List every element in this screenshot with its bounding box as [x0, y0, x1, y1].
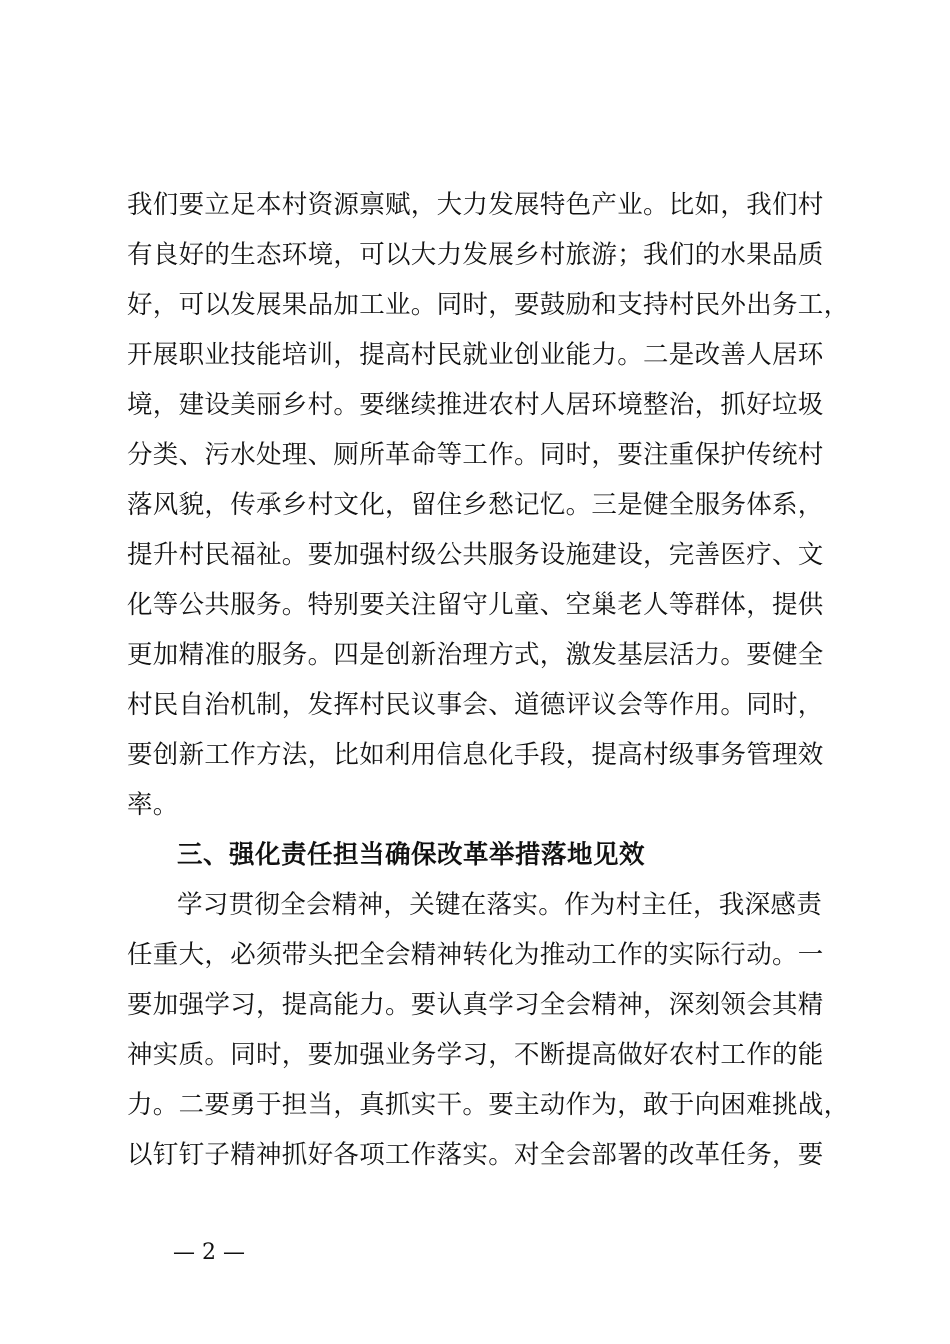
text-line: 落风貌，传承乡村文化，留住乡愁记忆。三是健全服务体系，	[127, 490, 824, 520]
text-line: 任重大，必须带头把全会精神转化为推动工作的实际行动。一	[127, 940, 824, 970]
text-line: 有良好的生态环境，可以大力发展乡村旅游；我们的水果品质	[127, 240, 824, 270]
page-number: — 2 —	[173, 1240, 245, 1265]
text-line: 村民自治机制，发挥村民议事会、道德评议会等作用。同时，	[127, 690, 824, 720]
text-line: 力。二要勇于担当，真抓实干。要主动作为，敢于向困难挑战，	[127, 1090, 850, 1120]
section-3	[127, 830, 853, 1180]
text-line: 提升村民福祉。要加强村级公共服务设施建设，完善医疗、文	[127, 540, 824, 570]
text-line: 以钉钉子精神抓好各项工作落实。对全会部署的改革任务，要	[127, 1140, 824, 1170]
section-heading: 三、强化责任担当确保改革举措落地见效	[177, 840, 646, 870]
text-line: 化等公共服务。特别要关注留守儿童、空巢老人等群体，提供	[127, 590, 824, 620]
text-line: 神实质。同时，要加强业务学习，不断提高做好农村工作的能	[127, 1040, 824, 1070]
text-line: 率。	[127, 790, 179, 820]
text-line: 好，可以发展果品加工业。同时，要鼓励和支持村民外出务工，	[127, 290, 850, 320]
text-line: 要加强学习，提高能力。要认真学习全会精神，深刻领会其精	[127, 990, 824, 1020]
text-line: 分类、污水处理、厕所革命等工作。同时，要注重保护传统村	[127, 440, 824, 470]
text-line: 我们要立足本村资源禀赋，大力发展特色产业。比如，我们村	[127, 190, 824, 220]
text-line: 学习贯彻全会精神，关键在落实。作为村主任，我深感责	[177, 890, 823, 920]
text-line: 开展职业技能培训，提高村民就业创业能力。二是改善人居环	[127, 340, 824, 370]
text-line: 要创新工作方法，比如利用信息化手段，提高村级事务管理效	[127, 740, 824, 770]
paragraph-continued	[127, 180, 853, 830]
text-line: 更加精准的服务。四是创新治理方式，激发基层活力。要健全	[127, 640, 824, 670]
text-line: 境，建设美丽乡村。要继续推进农村人居环境整治，抓好垃圾	[127, 390, 824, 420]
